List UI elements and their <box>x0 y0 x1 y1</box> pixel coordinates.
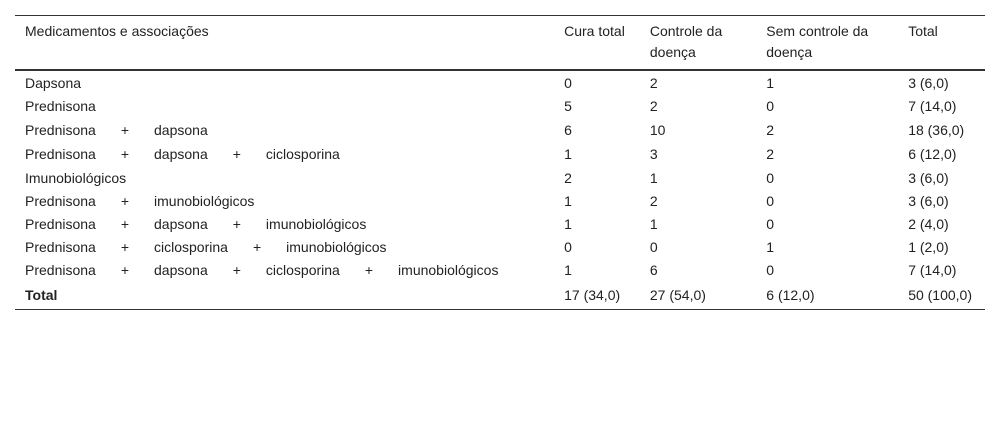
medicamento-part: Prednisona <box>25 98 96 114</box>
total-cura-total: 17 (34,0) <box>554 283 640 310</box>
table-row <box>15 119 985 143</box>
cell-cura-total: 0 <box>564 75 572 91</box>
medicamento-part: Prednisona <box>25 262 96 278</box>
cell-cura-total: 1 <box>564 193 572 209</box>
plus-separator: + <box>232 216 241 232</box>
table-row <box>15 236 985 259</box>
cell-sem-controle: 0 <box>766 262 775 278</box>
medicamento-part: Dapsona <box>25 75 82 91</box>
medicamento-part: Prednisona <box>25 146 96 162</box>
cell-sem-controle: 0 <box>766 170 775 186</box>
total-label: Total <box>15 283 554 310</box>
medicamento-part: ciclosporina <box>154 239 228 255</box>
cell-total: 2 (4,0) <box>908 216 949 232</box>
plus-separator: + <box>364 262 374 278</box>
cell-medicamento <box>15 213 554 236</box>
medicamento-part: imunobiológicos <box>265 216 367 232</box>
table-row <box>15 167 985 190</box>
table-body <box>15 70 985 310</box>
plus-separator: + <box>232 146 241 162</box>
cell-cura-total: 2 <box>564 170 572 186</box>
cell-cura-total: 5 <box>564 98 572 114</box>
plus-separator: + <box>232 262 241 278</box>
cell-total: 6 (12,0) <box>908 146 957 162</box>
cell-cura-total: 1 <box>564 146 572 162</box>
medicamento-part: ciclosporina <box>265 262 340 278</box>
table-row <box>15 70 985 95</box>
cell-cura-total: 1 <box>564 262 572 278</box>
medicamento-part: Prednisona <box>25 193 96 209</box>
cell-sem-controle: 1 <box>766 239 775 255</box>
table-row <box>15 190 985 213</box>
cell-sem-controle: 0 <box>766 98 775 114</box>
cell-medicamento <box>15 119 554 143</box>
cell-controle: 10 <box>649 122 666 138</box>
medicamento-part: Prednisona <box>25 239 96 255</box>
cell-controle: 6 <box>649 262 658 278</box>
cell-sem-controle: 2 <box>766 146 775 162</box>
table-row <box>15 213 985 236</box>
cell-medicamento <box>15 70 554 95</box>
cell-controle: 1 <box>649 216 658 232</box>
cell-total: 7 (14,0) <box>908 98 957 114</box>
cell-cura-total: 0 <box>564 239 572 255</box>
medicamento-part: imunobiológicos <box>286 239 387 255</box>
cell-medicamento <box>15 143 554 167</box>
cell-total: 3 (6,0) <box>908 193 949 209</box>
cell-medicamento <box>15 190 554 213</box>
medicamento-part: Imunobiológicos <box>25 170 127 186</box>
plus-separator: + <box>120 216 130 232</box>
total-sem-controle: 6 (12,0) <box>756 283 898 310</box>
header-cura-total: Cura total <box>564 23 625 39</box>
table-row <box>15 259 985 283</box>
medicamento-part: dapsona <box>154 262 208 278</box>
plus-separator: + <box>120 262 130 278</box>
cell-total: 3 (6,0) <box>908 75 949 91</box>
header-total: Total <box>908 23 938 39</box>
table-container <box>15 15 985 310</box>
plus-separator: + <box>120 193 130 209</box>
cell-total: 3 (6,0) <box>908 170 949 186</box>
total-row <box>15 283 985 310</box>
medicamento-part: imunobiológicos <box>154 193 255 209</box>
header-controle: Controle da doença <box>649 23 723 60</box>
table-row <box>15 95 985 119</box>
medicamento-part: Prednisona <box>25 122 96 138</box>
cell-medicamento <box>15 259 554 283</box>
table-row <box>15 143 985 167</box>
cell-medicamento <box>15 236 554 259</box>
total-controle: 27 (54,0) <box>640 283 756 310</box>
cell-sem-controle: 0 <box>766 193 775 209</box>
header-sem-controle: Sem controle da doença <box>766 23 869 60</box>
cell-controle: 2 <box>649 193 658 209</box>
cell-controle: 2 <box>649 98 658 114</box>
plus-separator: + <box>120 146 130 162</box>
medicamento-part: Prednisona <box>25 216 96 232</box>
medicamento-part: imunobiológicos <box>398 262 499 278</box>
plus-separator: + <box>252 239 262 255</box>
plus-separator: + <box>120 239 130 255</box>
medicamento-part: dapsona <box>154 146 208 162</box>
results-table <box>15 15 985 310</box>
cell-controle: 1 <box>649 170 658 186</box>
total-total: 50 (100,0) <box>898 283 985 310</box>
medicamento-part: ciclosporina <box>265 146 340 162</box>
cell-medicamento <box>15 95 554 119</box>
cell-sem-controle: 2 <box>766 122 775 138</box>
cell-total: 7 (14,0) <box>908 262 957 278</box>
cell-controle: 2 <box>649 75 658 91</box>
medicamento-part: dapsona <box>154 122 208 138</box>
cell-sem-controle: 0 <box>766 216 775 232</box>
header-row <box>15 16 985 71</box>
cell-controle: 0 <box>649 239 658 255</box>
cell-total: 18 (36,0) <box>908 122 965 138</box>
header-medicamentos: Medicamentos e associações <box>25 23 209 39</box>
cell-controle: 3 <box>649 146 658 162</box>
medicamento-part: dapsona <box>154 216 208 232</box>
cell-cura-total: 6 <box>564 122 572 138</box>
cell-total: 1 (2,0) <box>908 239 949 255</box>
cell-medicamento <box>15 167 554 190</box>
cell-cura-total: 1 <box>564 216 572 232</box>
plus-separator: + <box>120 122 130 138</box>
cell-sem-controle: 1 <box>766 75 775 91</box>
